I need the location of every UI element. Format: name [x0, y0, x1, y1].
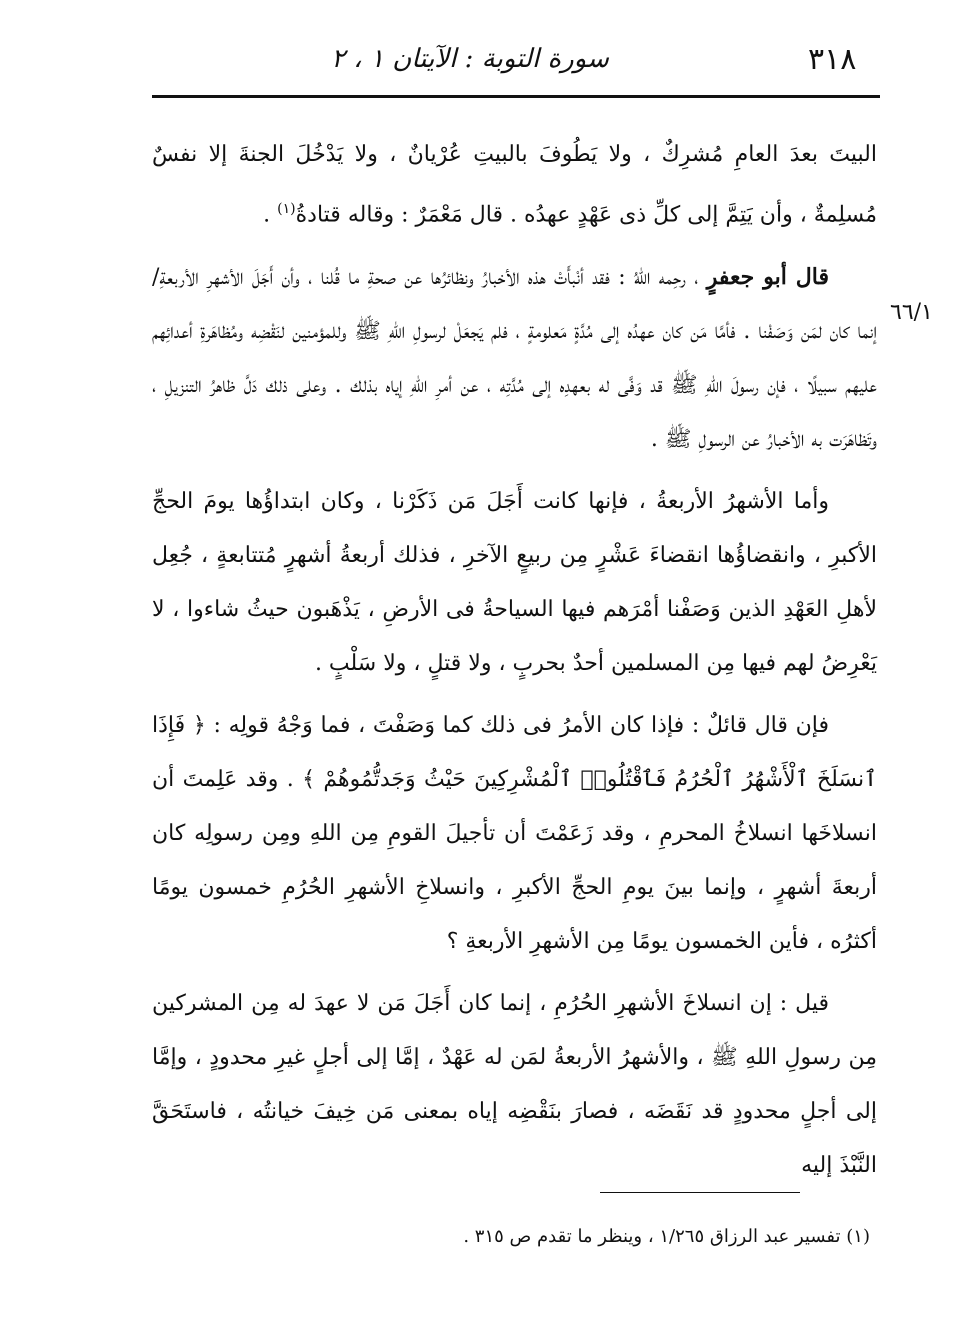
- footnote: (١) تفسير عبد الرزاق ١/٢٦٥ ، وينظر ما تقدم ص ٣١٥ .: [463, 1226, 870, 1247]
- paragraph-tail: .: [263, 202, 278, 228]
- quran-verse: ﴿ فَإِذَا ٱنسَلَخَ ٱلْأَشْهُرُ ٱلْحُرُمُ فَٱقْتُلُوا۟ ٱلْمُشْرِكِينَ حَيْثُ وَجَدتُّمُوهُمْ ﴾: [152, 713, 878, 793]
- running-head: سورة التوبة : الآيتان ١ ، ٢: [331, 44, 609, 74]
- margin-note: ٦٦/١: [890, 300, 933, 325]
- paragraph-text: قيل : إن انسلاخَ الأشهرِ الحُرُمِ ، إنما كان أَجَلَ مَن لا عهدَ له مِن المشركين مِن رسولِ اللهِ ﷺ ، والأشهرُ الأربعةُ لمَن له عَهْدٌ ، إمَّا إلى أجلٍ غيرِ محدودٍ ، وإمَّا إلى أجلٍ محدودٍ قد نَقَضَه ، فصارَ بنَقْضِه إياه بمعنى مَن خِيفَ خيانتُه ، فاستَحَقَّ النَّبْذَ إليه: [152, 991, 877, 1179]
- paragraph-text: ، رحِمه اللهُ : فقد أنْبأَتْ هذه الأخبارُ ونظائرُها عن صحةِ ما قُلنا ، وأن أَجَلَ الأشهرِ الأربعةِ/ إنما كان لمَن وَصَفْنا . فأمَّا مَن كان عهدُه إلى مُدَّةٍ مَعلومةٍ ، فلم يَجعَلْ لرسولِ اللهِ ﷺ وللمؤمنين لنَقْضِه ومُظاهَرةِ أعدائِهم عليهم سبيلًا ، فإن رسولَ اللهِ ﷺ قد وَفَّى له بعهدِه إلى مُدَّتِه ، عن أمرِ اللهِ إياه بذلك . وعلى ذلك دَلَّ ظاهرُ التنزيلِ ، وتَظاهَرَت به الأخبارُ عن الرسولِ ﷺ .: [152, 265, 877, 453]
- paragraph-text: . وقد عَلِمتَ أن انسلاخَها انسلاخُ المحرمِ ، وقد زَعَمْتَ أن تأجيلَ القومِ مِن اللهِ ومِن رسولِه كان أربعةَ أشهرٍ ، وإنما بينَ يومِ الحجِّ الأكبرِ ، وانسلاخِ الأشهرِ الحُرُمِ خمسون يومًا أكثرُه ، فأين الخمسون يومًا مِن الأشهرِ الأربعةِ ؟: [152, 767, 877, 955]
- paragraph-3: [152, 475, 877, 691]
- paragraph-2: [152, 250, 877, 467]
- paragraph-1: [152, 128, 877, 242]
- page-number: ٣١٨: [808, 42, 857, 77]
- paragraph-text: فإن قال قائلٌ : فإذا كان الأمرُ فى ذلك كما وَصَفْتَ ، فما وَجْهُ قولِه :: [205, 713, 830, 739]
- body-text: [152, 128, 877, 1201]
- speaker-label: قال أبو جعفرٍ: [706, 264, 829, 291]
- footnote-ref: (١): [277, 201, 296, 217]
- footnote-rule: [600, 1192, 800, 1193]
- header-rule: [152, 95, 880, 98]
- paragraph-text: البيتَ بعدَ العامِ مُشرِكٌ ، ولا يَطُوفَ بالبيتِ عُرْيانٌ ، ولا يَدْخُلَ الجنةَ إلا نفسٌ مُسلِمةٌ ، وأن يَتِمَّ إلى كلِّ ذى عَهْدٍ عهدُه . قال مَعْمَرٌ : وقاله قتادةُ: [152, 142, 877, 228]
- paragraph-text: وأما الأشهرُ الأربعةُ ، فإنها كانت أَجَلَ مَن ذَكَرْنا ، وكان ابتداؤُها يومَ الحجِّ الأكبرِ ، وانقضاؤُها انقضاءَ عَشْرٍ مِن ربيعٍ الآخرِ ، فذلك أربعةُ أشهرٍ مُتتابعةٍ ، جُعِل لأهلِ العَهْدِ الذين وَصَفْنا أمْرَهم فيها السياحةُ فى الأرضِ ، يَذْهَبون حيثُ شاءوا ، لا يَعْرِضُ لهم فيها مِن المسلمين أحدٌ بحربٍ ، ولا قتلٍ ، ولا سَلْبٍ .: [152, 489, 877, 677]
- paragraph-5: [152, 977, 877, 1193]
- paragraph-4: [152, 699, 877, 969]
